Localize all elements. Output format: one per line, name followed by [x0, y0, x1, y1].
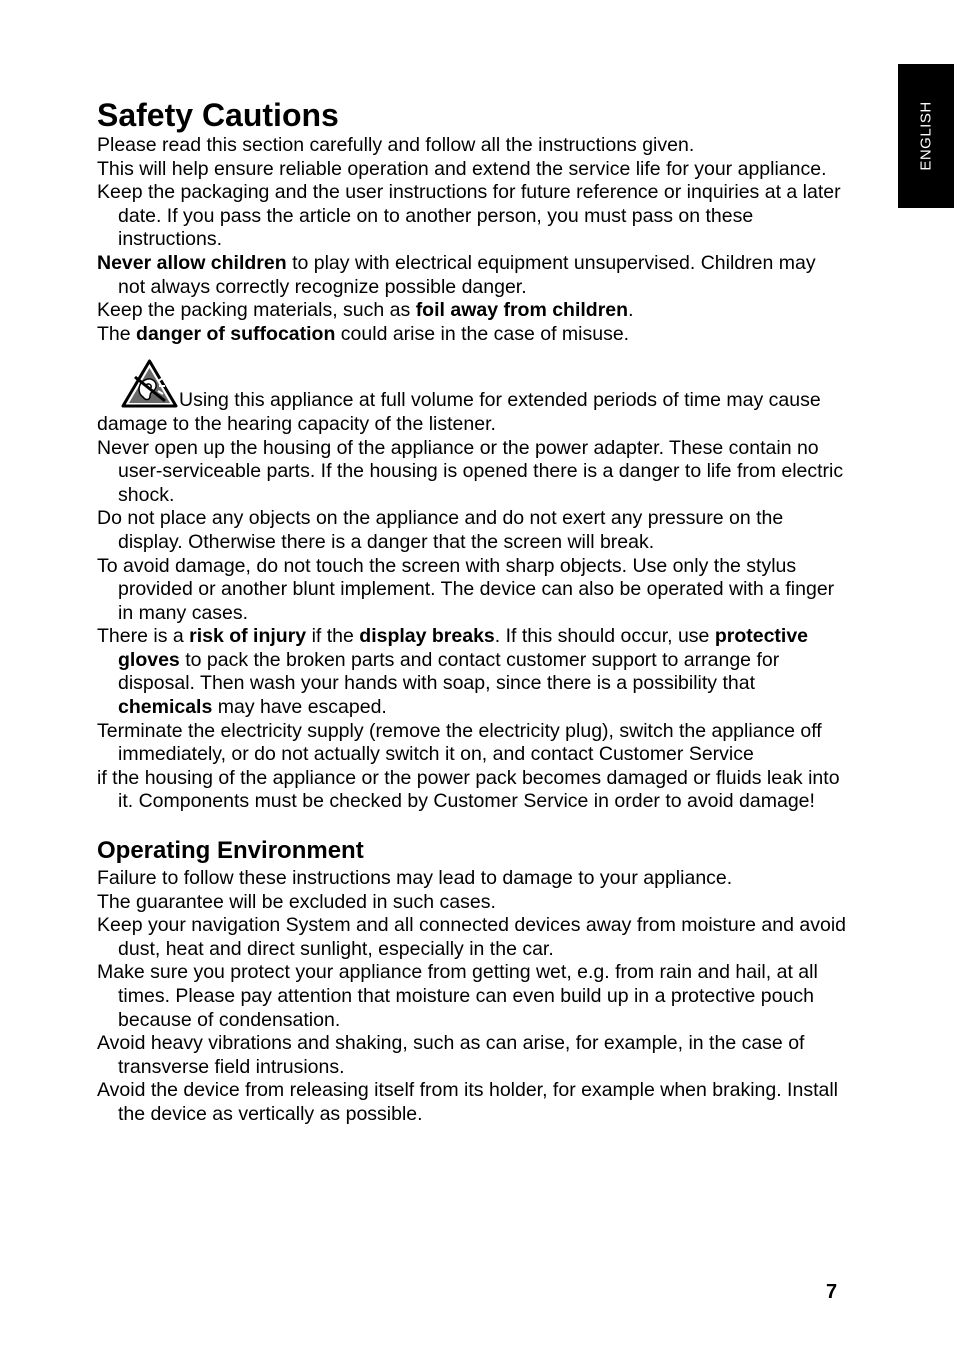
- body-text: may have escaped.: [212, 696, 387, 719]
- language-tab-label: ENGLISH: [917, 101, 935, 171]
- environment-paragraph: Avoid the device from releasing itself from its holder, for example when braking. Install the device as vertically as possible.: [97, 1079, 838, 1125]
- environment-paragraph: Keep your navigation System and all connected devices away from moisture and avoid dust, heat and direct sunlight, especially in the car.: [97, 914, 846, 960]
- environment-paragraph: The guarantee will be excluded in such cases.: [97, 890, 496, 913]
- language-side-tab: [898, 64, 954, 208]
- operating-environment-heading: Operating Environment: [97, 837, 364, 865]
- body-text: if the: [306, 625, 360, 648]
- safety-paragraph-packing: [97, 299, 847, 323]
- environment-paragraph: Avoid heavy vibrations and shaking, such as can arise, for example, in the case of transverse field intrusions.: [97, 1032, 805, 1078]
- body-text: could arise in the case of misuse.: [335, 322, 630, 345]
- body-text: The: [97, 322, 137, 345]
- safety-paragraph: Do not place any objects on the appliance and do not exert any pressure on the display. Otherwise there is a danger that the screen will break.: [97, 507, 784, 553]
- safety-paragraph-injury: [97, 625, 847, 719]
- safety-paragraph: Terminate the electricity supply (remove the electricity plug), switch the appliance off immediately, or do not actually switch it on, and contact Customer Service: [97, 719, 822, 766]
- safety-paragraph: This will help ensure reliable operation and extend the service life for your appliance.: [97, 157, 827, 180]
- emphasis-text: danger of suffocation: [136, 322, 336, 345]
- environment-paragraph: Make sure you protect your appliance from getting wet, e.g. from rain and hail, at all times. Please pay attention that moisture can even build up in a protective pouch because of condensation.: [97, 961, 818, 1031]
- emphasis-text: display breaks: [359, 625, 495, 648]
- body-text: . If this should occur, use: [494, 625, 715, 648]
- page-content: [97, 96, 847, 1127]
- safety-paragraph-children: [97, 252, 847, 299]
- body-text: to pack the broken parts and contact customer support to arrange for disposal. Then wash your hands with soap, since there is a possibility that: [118, 648, 780, 695]
- body-text: Keep the packing materials, such as: [97, 299, 416, 322]
- emphasis-text: risk of injury: [189, 625, 307, 648]
- safety-paragraph: Keep the packaging and the user instructions for future reference or inquiries at a later date. If you pass the article on to another person, you must pass on these instructions.: [97, 181, 841, 251]
- emphasis-text: chemicals: [118, 696, 213, 719]
- body-text: to play with electrical equipment unsupervised. Children may not always correctly recognize possible danger.: [118, 251, 816, 298]
- emphasis-text: foil away from children: [415, 299, 629, 322]
- environment-paragraph: Failure to follow these instructions may lead to damage to your appliance.: [97, 867, 733, 890]
- body-text: Using this appliance at full volume for extended periods of time may cause damage to the hearing capacity of the listener.: [97, 389, 821, 435]
- body-text: .: [628, 299, 634, 322]
- safety-paragraph: To avoid damage, do not touch the screen with sharp objects. Use only the stylus provided or another blunt implement. The device can also be operated with a finger in many cases.: [97, 554, 835, 624]
- body-text: There is a: [97, 625, 190, 648]
- safety-paragraph: if the housing of the appliance or the power pack becomes damaged or fluids leak into it. Components must be checked by Customer Service in order to avoid damage!: [97, 766, 840, 813]
- safety-cautions-heading: Safety Cautions: [97, 97, 339, 133]
- hearing-warning: [97, 359, 847, 436]
- emphasis-text: protective gloves: [118, 625, 809, 671]
- safety-paragraph: Never open up the housing of the appliance or the power adapter. These contain no user-serviceable parts. If the housing is opened there is a danger to life from electric shock.: [97, 436, 844, 506]
- emphasis-text: Never allow children: [97, 251, 287, 274]
- hearing-damage-warning-icon: [121, 359, 178, 409]
- safety-paragraph: Please read this section carefully and follow all the instructions given.: [97, 134, 695, 156]
- safety-paragraph-suffocation: [97, 323, 847, 347]
- page-number: 7: [826, 1281, 838, 1303]
